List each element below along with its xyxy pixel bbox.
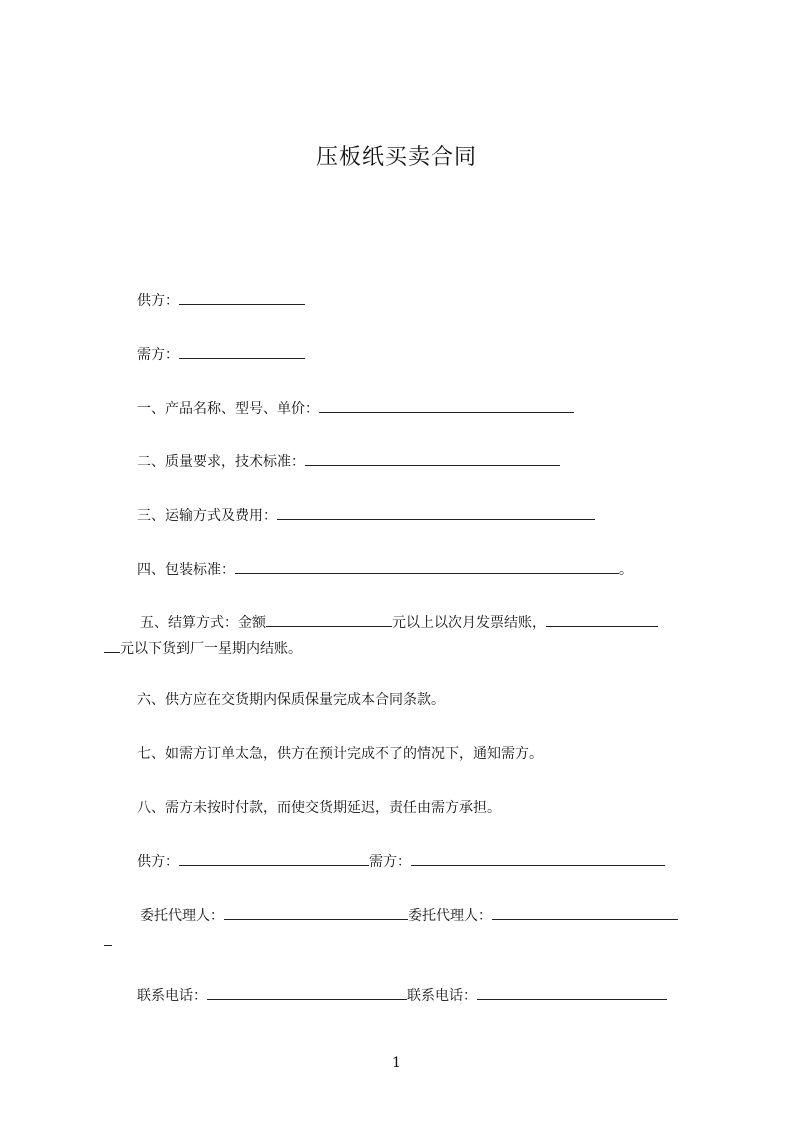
sign-agent1-label: 委托代理人： — [140, 908, 224, 924]
sign-agent2-blank-cont — [104, 931, 112, 946]
clause-2-label: 二、质量要求，技术标准： — [137, 454, 305, 470]
clause-5-line-2 — [104, 638, 302, 659]
sign-phone1-blank — [207, 985, 407, 1000]
clause-3-label: 三、运输方式及费用： — [137, 508, 277, 524]
clause-3-blank — [277, 505, 595, 520]
clause-1 — [137, 398, 574, 419]
document-title: 压板纸买卖合同 — [315, 145, 477, 170]
sign-phone-line — [137, 985, 667, 1006]
clause-4 — [137, 559, 633, 580]
supplier-line — [137, 290, 305, 311]
clause-1-label: 一、产品名称、型号、单价： — [137, 401, 319, 417]
sign-supplier-label: 供方： — [137, 854, 179, 870]
clause-7: 七、如需方订单太急，供方在预计完成不了的情况下，通知需方。 — [137, 746, 543, 762]
clause-4-end: 。 — [619, 562, 633, 578]
buyer-blank — [179, 344, 305, 359]
clause-5-line-1 — [140, 612, 658, 633]
sign-phone2-blank — [477, 985, 667, 1000]
clause-5-prefix: 五、结算方式：金额 — [140, 615, 266, 631]
clause-3 — [137, 505, 595, 526]
sign-parties-line — [137, 851, 665, 872]
clause-1-blank — [319, 398, 574, 413]
sign-phone2-label: 联系电话： — [407, 988, 477, 1004]
sign-agent-line-2 — [104, 931, 112, 952]
sign-agent-line — [140, 905, 678, 926]
clause-2 — [137, 451, 560, 472]
sign-phone1-label: 联系电话： — [137, 988, 207, 1004]
sign-agent2-label: 委托代理人： — [408, 908, 492, 924]
sign-agent2-blank — [492, 905, 678, 920]
supplier-label: 供方： — [137, 293, 179, 309]
clause-8: 八、需方未按时付款，而使交货期延迟，责任由需方承担。 — [137, 800, 501, 816]
clause-4-label: 四、包装标准： — [137, 562, 235, 578]
sign-buyer-blank — [411, 851, 665, 866]
clause-5-middle: 元以上以次月发票结账， — [392, 615, 546, 631]
clause-5-amount2-blank-cont — [104, 638, 120, 653]
clause-5-suffix: 元以下货到厂一星期内结账。 — [120, 641, 302, 657]
supplier-blank — [179, 290, 305, 305]
clause-5-amount2-blank — [546, 612, 658, 627]
buyer-label: 需方： — [137, 347, 179, 363]
sign-agent1-blank — [224, 905, 408, 920]
clause-5-amount-blank — [266, 612, 392, 627]
buyer-line — [137, 344, 305, 365]
sign-supplier-blank — [179, 851, 369, 866]
sign-buyer-label: 需方： — [369, 854, 411, 870]
page-number: 1 — [392, 1055, 401, 1071]
clause-4-blank — [235, 559, 619, 574]
clause-6: 六、供方应在交货期内保质保量完成本合同条款。 — [137, 692, 445, 708]
clause-2-blank — [305, 451, 560, 466]
